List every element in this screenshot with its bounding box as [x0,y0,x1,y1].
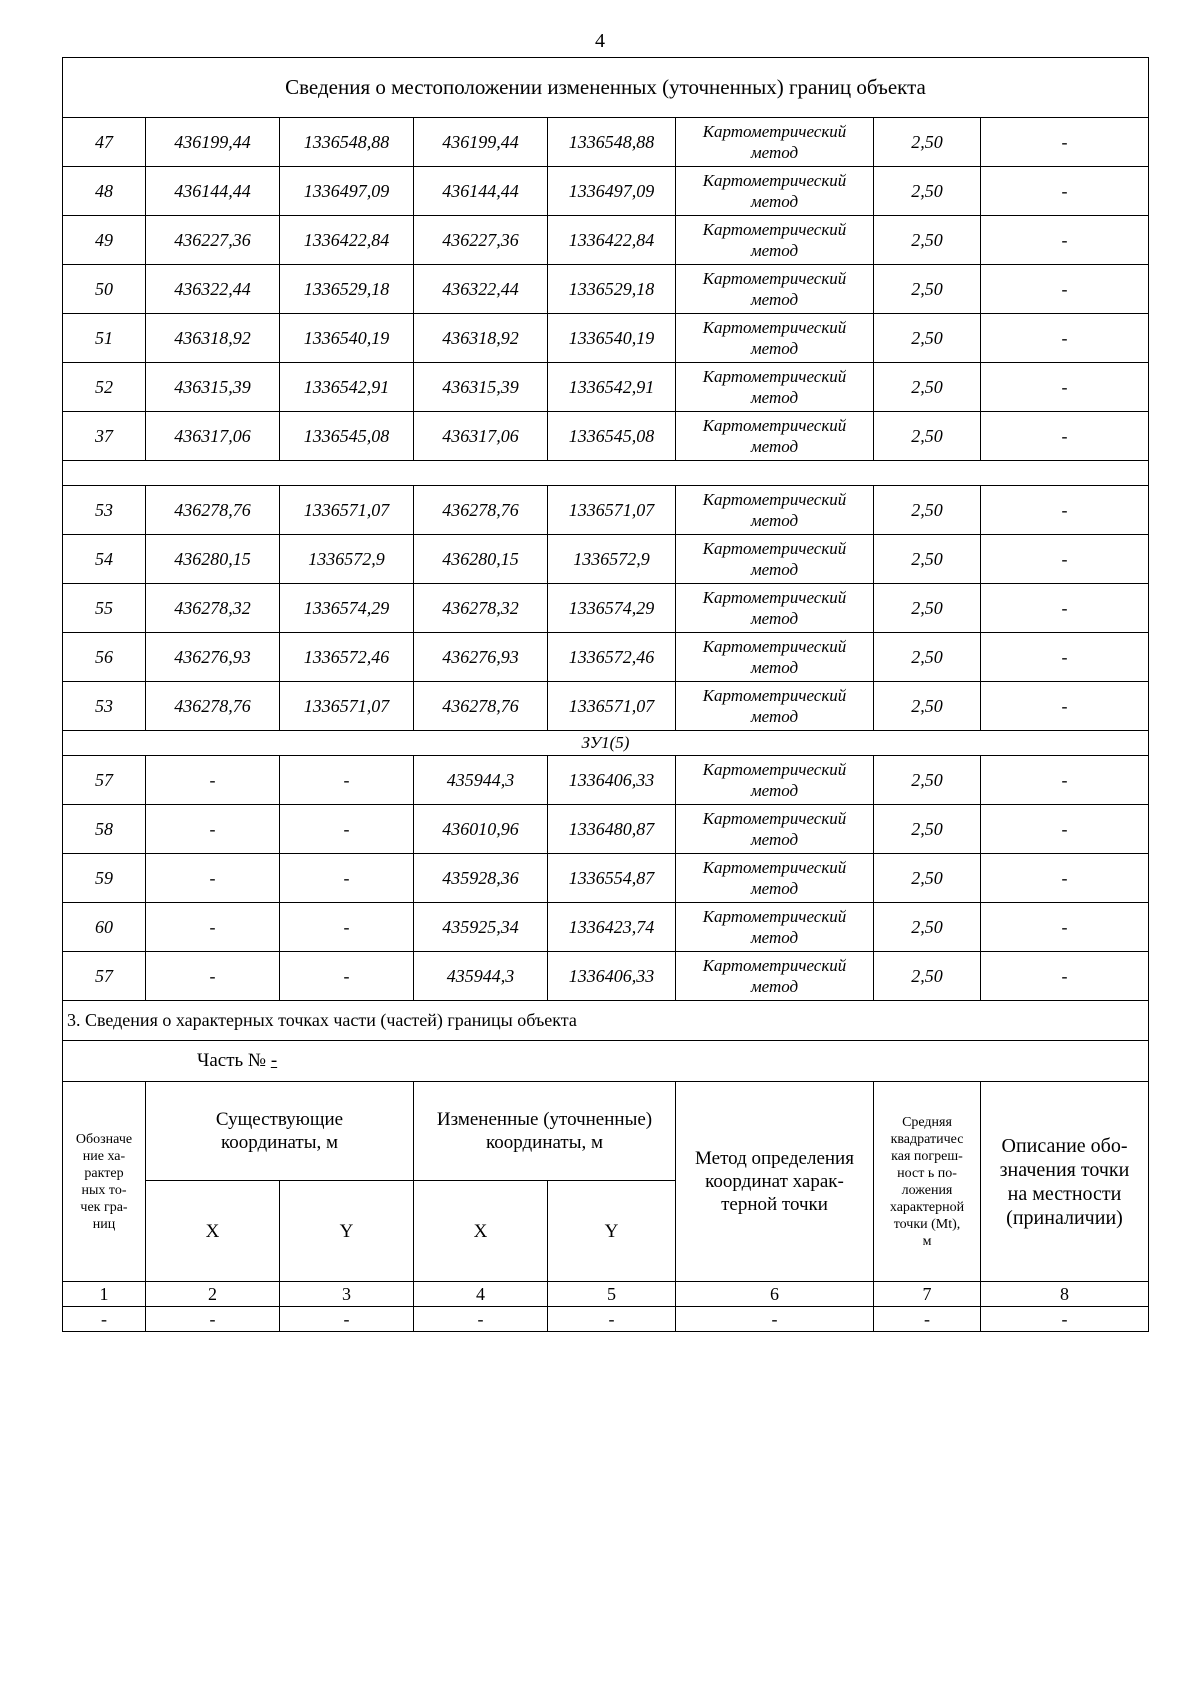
header-error-line: квадратичес [890,1131,964,1147]
table-row [63,412,1149,461]
description-value: - [981,903,1149,952]
description-value: - [981,952,1149,1001]
changed-x: 436322,44 [414,265,548,314]
changed-x: 436144,44 [414,167,548,216]
header-point-designation-line: ние ха- [82,1148,126,1164]
method-cell [676,854,874,903]
method-line-1: Картометрический [702,858,847,877]
page-number: 4 [595,30,605,52]
changed-x: 436278,76 [414,486,548,535]
header-point-designation-line: ных то- [81,1182,127,1198]
header-error-line: кая погреш- [891,1148,963,1164]
method-line-2: метод [750,388,799,407]
header-error-line: точки (Mt), [893,1216,961,1232]
method-line-1: Картометрический [702,956,847,975]
header-description-line: значения точки [999,1158,1130,1181]
section-title: 3. Сведения о характерных точках части (частей) границы объекта [63,1001,1149,1041]
changed-y: 1336497,09 [548,167,676,216]
description-value: - [981,412,1149,461]
table-row [63,535,1149,584]
description-value: - [981,486,1149,535]
header-point-designation-line: чек гра- [80,1199,128,1215]
method-line-2: метод [750,241,799,260]
changed-x: 436278,32 [414,584,548,633]
method-line-2: метод [750,560,799,579]
error-value: 2,50 [874,167,981,216]
header-existing-coords [146,1082,414,1181]
table-row [63,1307,1149,1332]
description-value: - [981,216,1149,265]
existing-y: - [280,756,414,805]
header-existing-x: X [146,1181,280,1282]
existing-x: 436322,44 [146,265,280,314]
error-value: 2,50 [874,118,981,167]
changed-y: 1336540,19 [548,314,676,363]
existing-x: - [146,756,280,805]
point-number: 57 [63,952,146,1001]
point-number: 48 [63,167,146,216]
method-cell [676,118,874,167]
column-number: 3 [280,1282,414,1307]
changed-x: 436276,93 [414,633,548,682]
table-row [63,682,1149,731]
table-row [63,584,1149,633]
existing-y: - [280,854,414,903]
header-point-designation [63,1082,146,1282]
table-row [63,167,1149,216]
changed-y: 1336571,07 [548,486,676,535]
method-line-2: метод [750,192,799,211]
table-row [63,633,1149,682]
header-error [874,1082,981,1282]
header-changed-x: X [414,1181,548,1282]
changed-y: 1336571,07 [548,682,676,731]
changed-y: 1336529,18 [548,265,676,314]
part-cell [63,1041,1149,1082]
method-line-1: Картометрический [702,539,847,558]
existing-x: 436278,76 [146,486,280,535]
method-line-1: Картометрический [702,122,847,141]
header-row-1 [63,1082,1149,1181]
method-cell [676,633,874,682]
error-value: 2,50 [874,633,981,682]
method-line-1: Картометрический [702,907,847,926]
zu-label: ЗУ1(5) [63,731,1149,756]
table-row [63,805,1149,854]
method-cell [676,167,874,216]
error-value: 2,50 [874,363,981,412]
header-error-line: Средняя [902,1114,952,1130]
changed-x: 436278,76 [414,682,548,731]
existing-x: 436278,32 [146,584,280,633]
column-number: 4 [414,1282,548,1307]
existing-y: 1336571,07 [280,486,414,535]
method-cell [676,952,874,1001]
error-value: 2,50 [874,535,981,584]
changed-x: 436227,36 [414,216,548,265]
existing-x: 436315,39 [146,363,280,412]
point-number: 37 [63,412,146,461]
method-line-2: метод [750,339,799,358]
empty-value: - [280,1307,414,1332]
point-number: 55 [63,584,146,633]
description-value: - [981,854,1149,903]
method-cell [676,265,874,314]
header-description [981,1082,1149,1282]
boundary-table [62,57,1149,1332]
existing-x: - [146,903,280,952]
header-existing-y: Y [280,1181,414,1282]
existing-y: 1336422,84 [280,216,414,265]
error-value: 2,50 [874,486,981,535]
table-row [63,216,1149,265]
method-line-1: Картометрический [702,637,847,656]
point-number: 51 [63,314,146,363]
method-cell [676,756,874,805]
error-value: 2,50 [874,805,981,854]
method-cell [676,363,874,412]
existing-x: - [146,854,280,903]
error-value: 2,50 [874,682,981,731]
column-number: 2 [146,1282,280,1307]
method-line-2: метод [750,879,799,898]
header-error-line: ложения [901,1182,953,1198]
header-point-designation-line: ниц [92,1216,116,1232]
error-value: 2,50 [874,903,981,952]
description-value: - [981,805,1149,854]
changed-y: 1336542,91 [548,363,676,412]
error-value: 2,50 [874,756,981,805]
existing-y: 1336572,9 [280,535,414,584]
changed-y: 1336574,29 [548,584,676,633]
changed-y: 1336572,9 [548,535,676,584]
table-row [63,265,1149,314]
changed-y: 1336422,84 [548,216,676,265]
method-line-2: метод [750,830,799,849]
method-cell [676,805,874,854]
table-row [63,118,1149,167]
error-value: 2,50 [874,584,981,633]
point-number: 49 [63,216,146,265]
changed-y: 1336423,74 [548,903,676,952]
existing-x: 436199,44 [146,118,280,167]
changed-y: 1336545,08 [548,412,676,461]
header-existing-coords-line: Существующие [215,1109,344,1130]
error-value: 2,50 [874,314,981,363]
changed-x: 435928,36 [414,854,548,903]
existing-x: 436144,44 [146,167,280,216]
method-line-2: метод [750,928,799,947]
point-number: 52 [63,363,146,412]
header-existing-coords-line: координаты, м [220,1132,339,1153]
changed-x: 436280,15 [414,535,548,584]
existing-y: 1336545,08 [280,412,414,461]
method-cell [676,535,874,584]
existing-x: - [146,952,280,1001]
method-line-1: Картометрический [702,760,847,779]
point-number: 50 [63,265,146,314]
point-number: 56 [63,633,146,682]
existing-y: - [280,805,414,854]
description-value: - [981,535,1149,584]
blank-row [63,461,1149,486]
part-value: - [270,1050,278,1071]
changed-x: 436317,06 [414,412,548,461]
column-number: 6 [676,1282,874,1307]
method-line-2: метод [750,143,799,162]
changed-y: 1336406,33 [548,756,676,805]
changed-y: 1336548,88 [548,118,676,167]
existing-y: 1336548,88 [280,118,414,167]
changed-x: 435944,3 [414,952,548,1001]
method-line-1: Картометрический [702,220,847,239]
method-line-2: метод [750,609,799,628]
column-number: 8 [981,1282,1149,1307]
header-changed-coords-line: Измененные (уточненные) [436,1109,653,1130]
point-number: 59 [63,854,146,903]
existing-y: 1336497,09 [280,167,414,216]
empty-value: - [676,1307,874,1332]
description-value: - [981,167,1149,216]
empty-value: - [874,1307,981,1332]
existing-x: 436278,76 [146,682,280,731]
changed-y: 1336554,87 [548,854,676,903]
description-value: - [981,682,1149,731]
existing-y: 1336571,07 [280,682,414,731]
table-row [63,314,1149,363]
method-line-1: Картометрический [702,171,847,190]
existing-x: 436318,92 [146,314,280,363]
section-title-row [63,1001,1149,1041]
header-description-line: (приналичии) [1006,1206,1123,1229]
table-row [63,756,1149,805]
method-line-2: метод [750,658,799,677]
description-value: - [981,314,1149,363]
error-value: 2,50 [874,952,981,1001]
existing-y: 1336540,19 [280,314,414,363]
description-value: - [981,265,1149,314]
method-line-1: Картометрический [702,367,847,386]
changed-y: 1336480,87 [548,805,676,854]
column-number: 5 [548,1282,676,1307]
table-row [63,903,1149,952]
empty-value: - [981,1307,1149,1332]
method-line-2: метод [750,437,799,456]
existing-y: 1336542,91 [280,363,414,412]
changed-y: 1336406,33 [548,952,676,1001]
existing-x: 436276,93 [146,633,280,682]
table-body [63,58,1149,1332]
column-number: 1 [63,1282,146,1307]
empty-value: - [414,1307,548,1332]
table-row [63,952,1149,1001]
header-description-line: на местности [1007,1182,1122,1205]
column-number: 7 [874,1282,981,1307]
table-row [63,486,1149,535]
table-row [63,854,1149,903]
method-line-2: метод [750,511,799,530]
header-method-line: терной точки [721,1194,828,1215]
changed-x: 436010,96 [414,805,548,854]
description-value: - [981,756,1149,805]
changed-y: 1336572,46 [548,633,676,682]
table-row [63,363,1149,412]
part-label: Часть № [197,1050,271,1071]
point-number: 60 [63,903,146,952]
method-line-1: Картометрический [702,809,847,828]
blank-cell [63,461,1149,486]
existing-y: - [280,903,414,952]
point-number: 53 [63,682,146,731]
existing-y: 1336529,18 [280,265,414,314]
zu-label-row [63,731,1149,756]
changed-x: 436315,39 [414,363,548,412]
changed-x: 436199,44 [414,118,548,167]
empty-value: - [63,1307,146,1332]
method-cell [676,314,874,363]
existing-x: 436317,06 [146,412,280,461]
header-point-designation-line: Обозначе [75,1131,133,1147]
header-changed-y: Y [548,1181,676,1282]
changed-x: 435944,3 [414,756,548,805]
point-number: 54 [63,535,146,584]
existing-y: 1336572,46 [280,633,414,682]
method-line-2: метод [750,290,799,309]
point-number: 53 [63,486,146,535]
point-number: 58 [63,805,146,854]
error-value: 2,50 [874,265,981,314]
error-value: 2,50 [874,412,981,461]
header-description-line: Описание обо- [1001,1134,1128,1157]
changed-x: 435925,34 [414,903,548,952]
method-line-1: Картометрический [702,416,847,435]
header-point-designation-line: рактер [84,1165,124,1181]
existing-x: - [146,805,280,854]
method-line-1: Картометрический [702,686,847,705]
error-value: 2,50 [874,216,981,265]
method-line-1: Картометрический [702,318,847,337]
existing-y: 1336574,29 [280,584,414,633]
description-value: - [981,633,1149,682]
description-value: - [981,363,1149,412]
method-line-2: метод [750,781,799,800]
method-cell [676,682,874,731]
method-line-1: Картометрический [702,269,847,288]
existing-x: 436227,36 [146,216,280,265]
empty-value: - [548,1307,676,1332]
table-title: Сведения о местоположении измененных (уточненных) границ объекта [63,58,1149,118]
changed-x: 436318,92 [414,314,548,363]
method-cell [676,216,874,265]
method-cell [676,584,874,633]
method-line-2: метод [750,977,799,996]
header-method-line: Метод определения [695,1148,854,1169]
empty-value: - [146,1307,280,1332]
method-line-2: метод [750,707,799,726]
header-changed-coords [414,1082,676,1181]
header-error-line: ност ь по- [897,1165,957,1181]
description-value: - [981,118,1149,167]
column-number-row [63,1282,1149,1307]
description-value: - [981,584,1149,633]
header-error-line: м [922,1233,932,1249]
method-line-1: Картометрический [702,490,847,509]
header-changed-coords-line: координаты, м [485,1132,604,1153]
method-cell [676,486,874,535]
header-method-line: координат харак- [705,1171,844,1192]
existing-y: - [280,952,414,1001]
method-cell [676,412,874,461]
part-row [63,1041,1149,1082]
header-method [676,1082,874,1282]
existing-x: 436280,15 [146,535,280,584]
method-cell [676,903,874,952]
header-error-line: характерной [889,1199,965,1215]
point-number: 57 [63,756,146,805]
method-line-1: Картометрический [702,588,847,607]
point-number: 47 [63,118,146,167]
error-value: 2,50 [874,854,981,903]
